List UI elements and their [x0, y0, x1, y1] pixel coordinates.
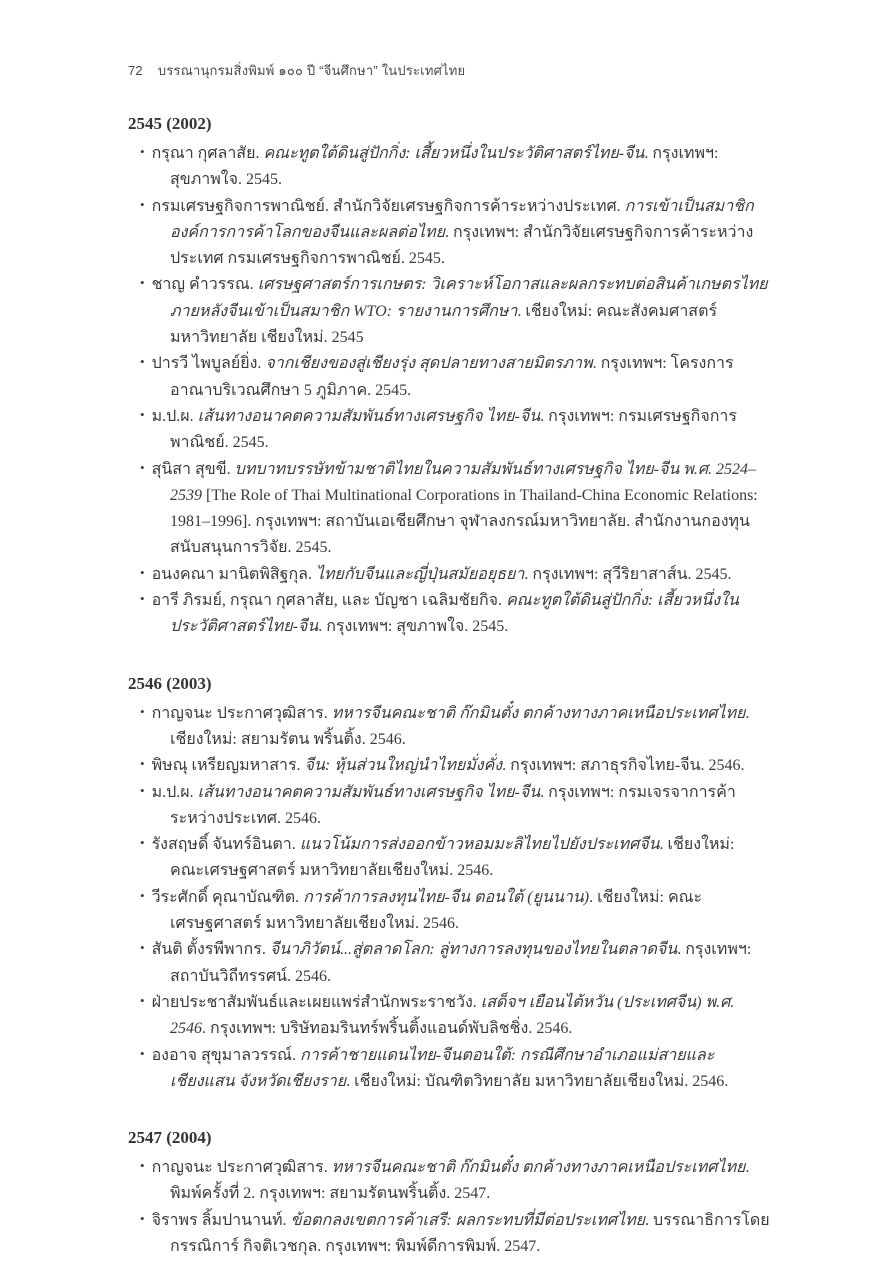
- bibliography: [128, 114, 772, 1260]
- entry-text: . เชียงใหม่: คณะเศรษฐศาสตร์ มหาวิทยาลัยเชียงใหม่. 2546.: [170, 888, 703, 933]
- bullet-icon: •: [140, 406, 145, 422]
- entry-text: องอาจ สุขุมาลวรรณ์.: [151, 1046, 301, 1064]
- entry-text: . กรุงเทพฯ: สถาบันวิถีทรรศน์. 2546.: [170, 941, 752, 985]
- bullet-icon: •: [140, 354, 145, 370]
- entry-text: วีระศักดิ์ คุณาบัณฑิต.: [151, 888, 304, 906]
- entry-text: . เชียงใหม่: สยามรัตน พริ้นติ้ง. 2546.: [170, 704, 750, 748]
- entry-text: . กรุงเทพฯ: สำนักวิจัยเศรษฐกิจการค้าระหว่างประเทศ กรมเศรษฐกิจการพาณิชย์. 2545.: [170, 223, 754, 268]
- entry-text: . กรุงเทพฯ: กรมเศรษฐกิจการพาณิชย์. 2545.: [170, 407, 738, 452]
- bibliography-section: [128, 1128, 772, 1260]
- entry-text: กาญจนะ ประกาศวุฒิสาร.: [151, 1159, 332, 1177]
- page-number: 72: [128, 63, 143, 78]
- bullet-icon: •: [140, 275, 145, 291]
- bibliography-entry: [128, 404, 772, 457]
- entry-text: ชาญ คำวรรณ.: [151, 276, 258, 294]
- work-title: เส้นทางอนาคตความสัมพันธ์ทางเศรษฐกิจ ไทย-จีน: [197, 783, 541, 801]
- bibliography-section: [128, 674, 772, 1095]
- entry-text: จิราพร ลิ้มปานานท์.: [151, 1211, 291, 1229]
- entry-text: . พิมพ์ครั้งที่ 2. กรุงเทพฯ: สยามรัตนพริ้นติ้ง. 2547.: [170, 1159, 750, 1203]
- bibliography-entry: [128, 562, 772, 588]
- entry-text: . บรรณาธิการโดย กรรณิการ์ กิจติเวชกุล. กรุงเทพฯ: พิมพ์ดีการพิมพ์. 2547.: [170, 1211, 770, 1255]
- entry-text: . เชียงใหม่: คณะสังคมศาสตร์ มหาวิทยาลัย เชียงใหม่. 2545: [170, 302, 718, 347]
- work-title: การค้าการลงทุนไทย-จีน ตอนใต้ (ยูนนาน): [303, 888, 590, 906]
- work-title: เส้นทางอนาคตความสัมพันธ์ทางเศรษฐกิจ ไทย-จีน: [197, 407, 541, 425]
- work-title: แนวโน้มการส่งออกข้าวหอมมะลิไทยไปยังประเทศจีน: [299, 836, 660, 854]
- bullet-icon: •: [140, 835, 145, 851]
- bullet-icon: •: [140, 992, 145, 1008]
- entry-text: ปารวี ไพบูลย์ยิ่ง.: [151, 355, 266, 373]
- entry-text: . กรุงเทพฯ: สุวีริยาสาส์น. 2545.: [524, 565, 732, 583]
- bibliography-entry: [128, 588, 772, 641]
- entry-text: . กรุงเทพฯ: สุขภาพใจ. 2545.: [318, 618, 509, 636]
- work-title: คณะทูตใต้ดินสู่ปักกิ่ง: เสี้ยวหนึ่งในประวัติศาสตร์ไทย-จีน: [263, 145, 645, 162]
- entry-text: . กรุงเทพฯ: สุขภาพใจ. 2545.: [170, 145, 719, 189]
- entry-list: [128, 1155, 772, 1260]
- bullet-icon: •: [140, 144, 145, 159]
- entry-text: พิษณุ เหรียญมหาสาร.: [151, 757, 305, 775]
- bibliography-entry: [128, 990, 772, 1043]
- bullet-icon: •: [140, 940, 145, 956]
- work-title: ทหารจีนคณะชาติ ก๊กมินตั๋ง ตกค้างทางภาคเหนือประเทศไทย: [331, 1159, 746, 1177]
- work-title: เศรษฐศาสตร์การเกษตร: วิเคราะห์โอกาสและผลกระทบต่อสินค้าเกษตรไทยภายหลังจีนเข้าเป็นสมาชิก WTO: รายงานการศึกษา: [170, 276, 768, 320]
- bullet-icon: •: [140, 703, 145, 719]
- entry-text: ม.ป.ผ.: [151, 407, 198, 425]
- bibliography-entry: [128, 1155, 772, 1208]
- entry-list: [128, 141, 772, 641]
- bullet-icon: •: [140, 782, 145, 798]
- bullet-icon: •: [140, 591, 145, 607]
- entry-text: อารี ภิรมย์, กรุณา กุศลาสัย, และ บัญชา เฉลิมชัยกิจ.: [151, 592, 507, 610]
- entry-text: อนงคณา มานิตพิสิฐกุล.: [151, 565, 316, 583]
- work-title: จีน: หุ้นส่วนใหญ่นำไทยมั่งคั่ง: [304, 757, 503, 775]
- running-title: บรรณานุกรมสิ่งพิมพ์ ๑๐๐ ปี “จีนศึกษา” ในประเทศไทย: [157, 63, 466, 78]
- entry-text: . กรุงเทพฯ: กรมเจรจาการค้าระหว่างประเทศ. 2546.: [170, 783, 736, 827]
- entry-text: ม.ป.ผ.: [151, 783, 198, 801]
- entry-text: สุนิสา สุขขี.: [151, 460, 235, 478]
- entry-text: . เชียงใหม่: บัณฑิตวิทยาลัย มหาวิทยาลัยเชียงใหม่. 2546.: [346, 1072, 729, 1090]
- entry-text: . กรุงเทพฯ: สภาธุรกิจไทย-จีน. 2546.: [502, 757, 745, 775]
- work-title: การเข้าเป็นสมาชิกองค์การการค้าโลกของจีนและผลต่อไทย: [170, 197, 754, 241]
- bullet-icon: •: [140, 1210, 145, 1226]
- work-title: ไทยกับจีนและญี่ปุ่นสมัยอยุธยา: [315, 565, 525, 583]
- work-title: บทบาทบรรษัทข้ามชาติไทยในความสัมพันธ์ทางเศรษฐกิจ ไทย-จีน พ.ศ. 2524–2539: [170, 460, 756, 504]
- work-title: จีนาภิวัตน์...สู่ตลาดโลก: ลู่ทางการลงทุนของไทยในตลาดจีน: [269, 941, 678, 959]
- bibliography-entry: [128, 753, 772, 779]
- work-title: ข้อตกลงเขตการค้าเสรี: ผลกระทบที่มีต่อประเทศไทย: [290, 1211, 646, 1229]
- bibliography-entry: [128, 701, 772, 754]
- bibliography-entry: [128, 832, 772, 885]
- bibliography-entry: [128, 780, 772, 833]
- bibliography-section: [128, 114, 772, 641]
- page-header: [128, 60, 772, 81]
- entry-text: กรุณา กุศลาสัย.: [151, 145, 264, 162]
- work-title: การค้าชายแดนไทย-จีนตอนใต้: กรณีศึกษาอำเภอแม่สายและเชียงแสน จังหวัดเชียงราย: [170, 1046, 715, 1090]
- work-title: เสด็จฯ เยือนไต้หวัน (ประเทศจีน) พ.ศ. 2546: [170, 993, 735, 1038]
- entry-text: รังสฤษดิ์ จันทร์อินตา.: [151, 836, 300, 854]
- section-heading: 2547 (2004): [128, 1128, 212, 1148]
- bibliography-entry: [128, 141, 772, 194]
- entry-text: สันติ ตั้งรพีพากร.: [151, 941, 270, 959]
- entry-text: กาญจนะ ประกาศวุฒิสาร.: [151, 704, 332, 722]
- entry-text: . กรุงเทพฯ: บริษัทอมรินทร์พริ้นติ้งแอนด์พับลิชชิ่ง. 2546.: [202, 1020, 573, 1038]
- bibliography-entry: [128, 351, 772, 404]
- entry-text: [The Role of Thai Multinational Corporations in Thailand-China Economic Relations: 1981–1996]. กรุงเทพฯ: สถาบันเอเชียศึกษา จุฬาลงกรณ์มหาวิทยาลัย. สำนักงานกองทุนสนับสนุนการวิจัย. 2545.: [170, 486, 758, 557]
- section-heading: 2545 (2002): [128, 114, 212, 133]
- bibliography-entry: [128, 1043, 772, 1096]
- bullet-icon: •: [140, 564, 145, 580]
- work-title: ทหารจีนคณะชาติ ก๊กมินตั๋ง ตกค้างทางภาคเหนือประเทศไทย: [331, 704, 746, 722]
- entry-list: [128, 701, 772, 1095]
- bullet-icon: •: [140, 756, 145, 772]
- entry-text: . กรุงเทพฯ: โครงการอาณาบริเวณศึกษา 5 ภูมิภาค. 2545.: [170, 355, 734, 399]
- entry-text: ฝ่ายประชาสัมพันธ์และเผยแพร่สำนักพระราชวัง.: [151, 993, 481, 1011]
- bibliography-entry: [128, 1208, 772, 1261]
- bibliography-entry: [128, 272, 772, 351]
- bibliography-entry: [128, 885, 772, 938]
- bullet-icon: •: [140, 196, 145, 212]
- entry-text: . เชียงใหม่: คณะเศรษฐศาสตร์ มหาวิทยาลัยเชียงใหม่. 2546.: [170, 836, 735, 880]
- bibliography-entry: [128, 194, 772, 273]
- bibliography-entry: [128, 457, 772, 562]
- entry-text: กรมเศรษฐกิจการพาณิชย์. สำนักวิจัยเศรษฐกิจการค้าระหว่างประเทศ.: [151, 197, 625, 215]
- bullet-icon: •: [140, 1158, 145, 1174]
- bullet-icon: •: [140, 887, 145, 903]
- bullet-icon: •: [140, 459, 145, 475]
- bibliography-entry: [128, 937, 772, 990]
- section-heading: 2546 (2003): [128, 673, 212, 693]
- work-title: คณะทูตใต้ดินสู่ปักกิ่ง: เสี้ยวหนึ่งในประวัติศาสตร์ไทย-จีน: [170, 592, 739, 636]
- bullet-icon: •: [140, 1045, 145, 1061]
- work-title: จากเชียงของสู่เชียงรุ่ง สุดปลายทางสายมิตรภาพ: [265, 355, 593, 373]
